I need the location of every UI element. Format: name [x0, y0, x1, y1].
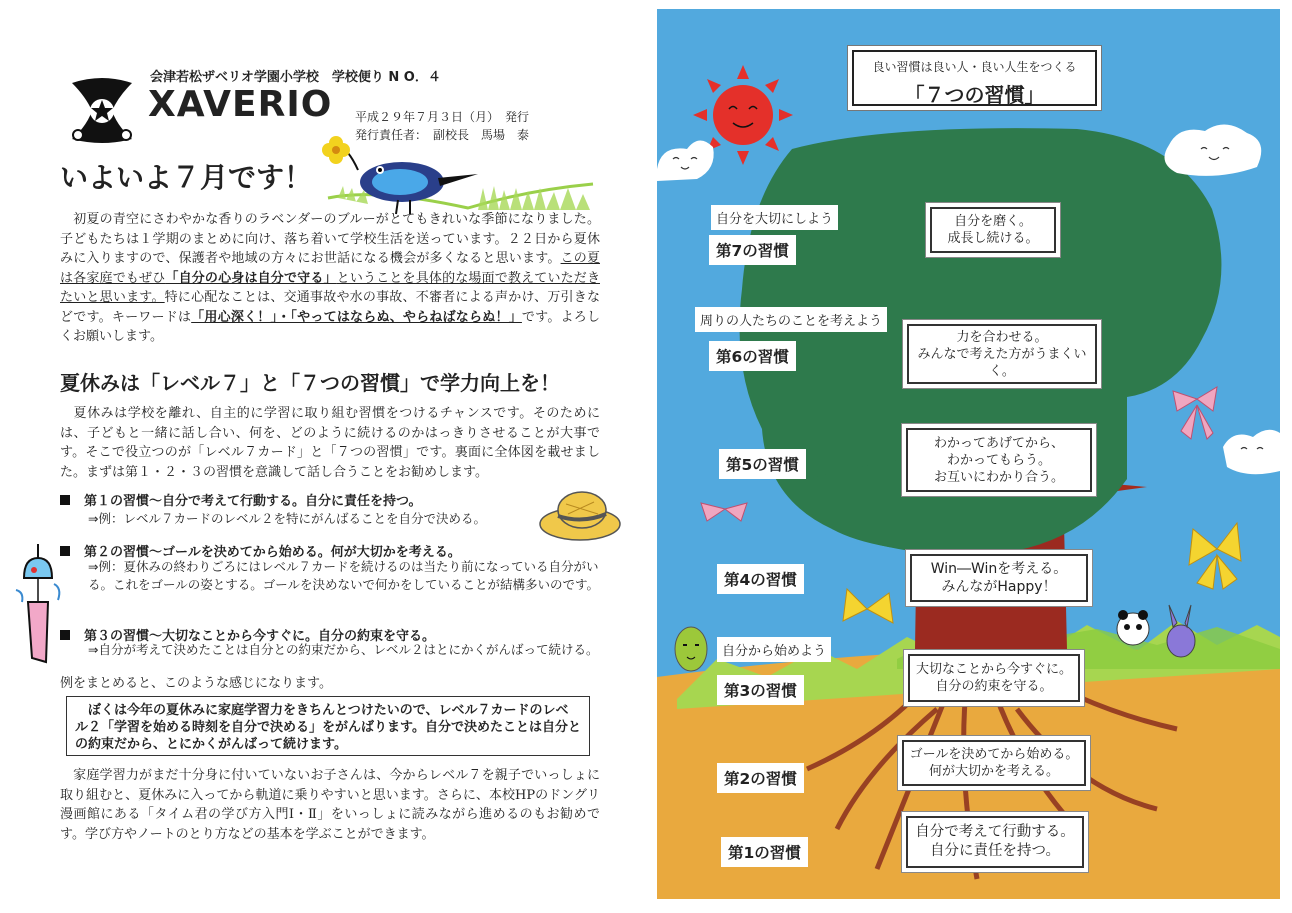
habit-4-line-2: みんながHappy！	[941, 579, 1057, 595]
habit-1-heading-text: 第１の習慣～自分で考えて行動する。自分に責任を持つ。	[84, 494, 422, 509]
habit-7-label: 第7の習慣	[709, 235, 796, 265]
habit-5-box	[901, 423, 1097, 497]
intro-keyword-b: 「用心深く！」・「やってはならぬ、やらねばならぬ！」	[191, 309, 522, 325]
habit-1-line-2: 自分に責任を持つ。	[930, 843, 1060, 859]
group-label-others: 周りの人たちのことを考えよう	[695, 307, 887, 332]
habit-7-line-2: 成長し続ける。	[947, 231, 1039, 246]
habit-6-box	[902, 319, 1102, 389]
habit-5-label: 第5の習慣	[719, 449, 806, 479]
habit-2-label: 第2の習慣	[717, 763, 804, 793]
intro-keyword-a: 「自分の心身は自分で守る」	[165, 270, 337, 286]
poster-title-frame	[852, 50, 1097, 106]
example-box: ぼくは今年の夏休みに家庭学習力をきちんとつけたいので、レベル７カードのレベル２「学習を始める時刻を自分で決める」をがんばります。自分で決めたことは自分との約束だから、とにかくがんばって続けます。	[66, 696, 590, 756]
intro-text-a: 初夏の青空にさわやかな香りのラベンダーのブルーがとてもきれいな季節になりました。子どもたちは１学期のまとめに向け、落ち着いて学校生活を送っています。２２日から夏休みに入りますので、保護者や地域の方々にお世話になる機会が多くなると思います。	[60, 212, 600, 266]
group-label-start: 自分から始めよう	[717, 637, 831, 662]
bullet-square-icon	[60, 630, 70, 640]
habit-2-box-frame	[902, 740, 1086, 786]
intro-text-underline-b: ということを具体的な場面で教えていただきたいと思います。	[60, 270, 600, 305]
group-label-self: 自分を大切にしよう	[711, 205, 838, 230]
habit-3-box	[903, 649, 1085, 707]
habit-5-line-2: わかってもらう。	[946, 452, 1051, 468]
habit-7-box	[925, 202, 1061, 258]
habit-1-example: ⇒例：レベル７カードのレベル２を特にがんばることを自分で決める。	[88, 511, 486, 526]
intro-paragraph	[60, 210, 600, 347]
habit-2-line-1: ゴールを決めてから始める。	[909, 747, 1079, 762]
school-name: 会津若松ザベリオ学園小学校 学校便り N O．４	[150, 70, 441, 85]
intro-text-underline-a: この夏は各家庭でもぜひ	[60, 251, 600, 286]
habit-6-box-frame	[907, 324, 1097, 384]
habit-4-label: 第4の習慣	[717, 564, 804, 594]
habit-2-line-2: 何が大切かを考える。	[928, 764, 1059, 779]
publisher: 発行責任者： 副校長 馬場 泰	[355, 128, 530, 142]
habit-3-label: 第3の習慣	[717, 675, 804, 705]
habit-3-line-2: 自分の約束を守る。	[935, 679, 1053, 694]
publish-date: 平成２９年７月３日（月） 発行	[355, 110, 530, 124]
habit-5-line-3: お互いにわかり合う。	[933, 469, 1064, 485]
habit-2-heading-text: 第２の習慣～ゴールを決めてから始める。何が大切かを考える。	[84, 545, 461, 560]
bird-illustration-icon	[318, 128, 598, 220]
habit-6-line-2: みんなで考えた方がうまくいく。	[917, 346, 1087, 379]
wind-chime-icon	[14, 544, 64, 668]
habit-5-box-frame	[906, 428, 1092, 492]
section-title-july: いよいよ７月です！	[60, 161, 313, 194]
habit-1-box-frame	[906, 816, 1084, 868]
habit-2-example: ⇒例：夏休みの終わりごろにはレベル７カードを続けるのは当たり前になっている自分がいる。これをゴールの姿とする。ゴールを決めないで何かをしていることが結構多いのです。	[88, 559, 600, 592]
habit-4-line-1: Win―Winを考える。	[930, 561, 1068, 577]
intro-text-c: 特に心配なことは、交通事故や水の事故、不審者による声かけ、万引きなどです。キーワードは	[60, 290, 600, 325]
poster-title: 「７つの習慣」	[904, 83, 1045, 107]
habit-4-box-frame	[910, 554, 1088, 602]
straw-hat-icon	[538, 484, 622, 544]
acorn-character-icon	[675, 627, 707, 671]
closing-paragraph: 家庭学習力がまだ十分身に付いていないお子さんは、今からレベル７を親子でいっしょに取り組むと、夏休みに入ってから軌道に乗りやすいと思います。さらに、本校HPのドングリ漫画館にある「タイム君の学び方入門Ⅰ・Ⅱ」をいっしょに読みながら進めるのもお勧めです。学び方やノートのとり方などの基本を学ぶことができます。	[60, 768, 600, 842]
bullet-square-icon	[60, 495, 70, 505]
habit-7-line-1: 自分を磨く。	[954, 214, 1032, 229]
summer-paragraph: 夏休みは学校を離れ、自主的に学習に取り組む習慣をつけるチャンスです。そのためには、子どもと一緒に話し合い、何を、どのように続けるのかはっきりさせることが大事です。そこで役立つのが「レベル７カード」と「７つの習慣」です。裏面に全体図を載せました。まずは第１・２・３の習慣を意識して話し合うことをお勧めします。	[60, 406, 600, 480]
panda-character-icon	[1117, 610, 1149, 645]
habit-3-heading-text: 第３の習慣～大切なことから今すぐに。自分の約束を守る。	[84, 629, 436, 644]
habit-6-line-1: 力を合わせる。	[956, 329, 1048, 345]
habit-1-box	[901, 811, 1089, 873]
habit-1-label: 第1の習慣	[721, 837, 808, 867]
habit-5-line-1: わかってあげてから、	[933, 435, 1064, 451]
poster-title-box	[847, 45, 1102, 111]
brand-title: XAVERIO	[148, 84, 333, 125]
habit-1-line-1: 自分で考えて行動する。	[915, 824, 1075, 840]
habit-1-heading	[60, 490, 421, 509]
habit-2-box	[897, 735, 1091, 791]
seven-habits-poster	[657, 9, 1280, 899]
habit-3-line-1: 大切なことから今すぐに。	[915, 662, 1072, 677]
poster-subtitle: 良い習慣は良い人・良い人生をつくる	[872, 60, 1077, 74]
school-logo-icon	[66, 75, 138, 147]
habit-3-box-frame	[908, 654, 1080, 702]
habit-7-box-frame	[930, 207, 1056, 253]
section-title-summer: 夏休みは「レベル７」と「７つの習慣」で学力向上を！	[60, 371, 560, 395]
habit-4-box	[905, 549, 1093, 607]
intro-text-d: です。よろしくお願いします。	[60, 309, 600, 344]
habit-3-example: ⇒自分が考えて決めたことは自分との約束だから、レベル２はとにかくがんばって続ける。	[88, 642, 599, 657]
summary-text: 例をまとめると、このような感じになります。	[60, 676, 332, 691]
habit-6-label: 第6の習慣	[709, 341, 796, 371]
